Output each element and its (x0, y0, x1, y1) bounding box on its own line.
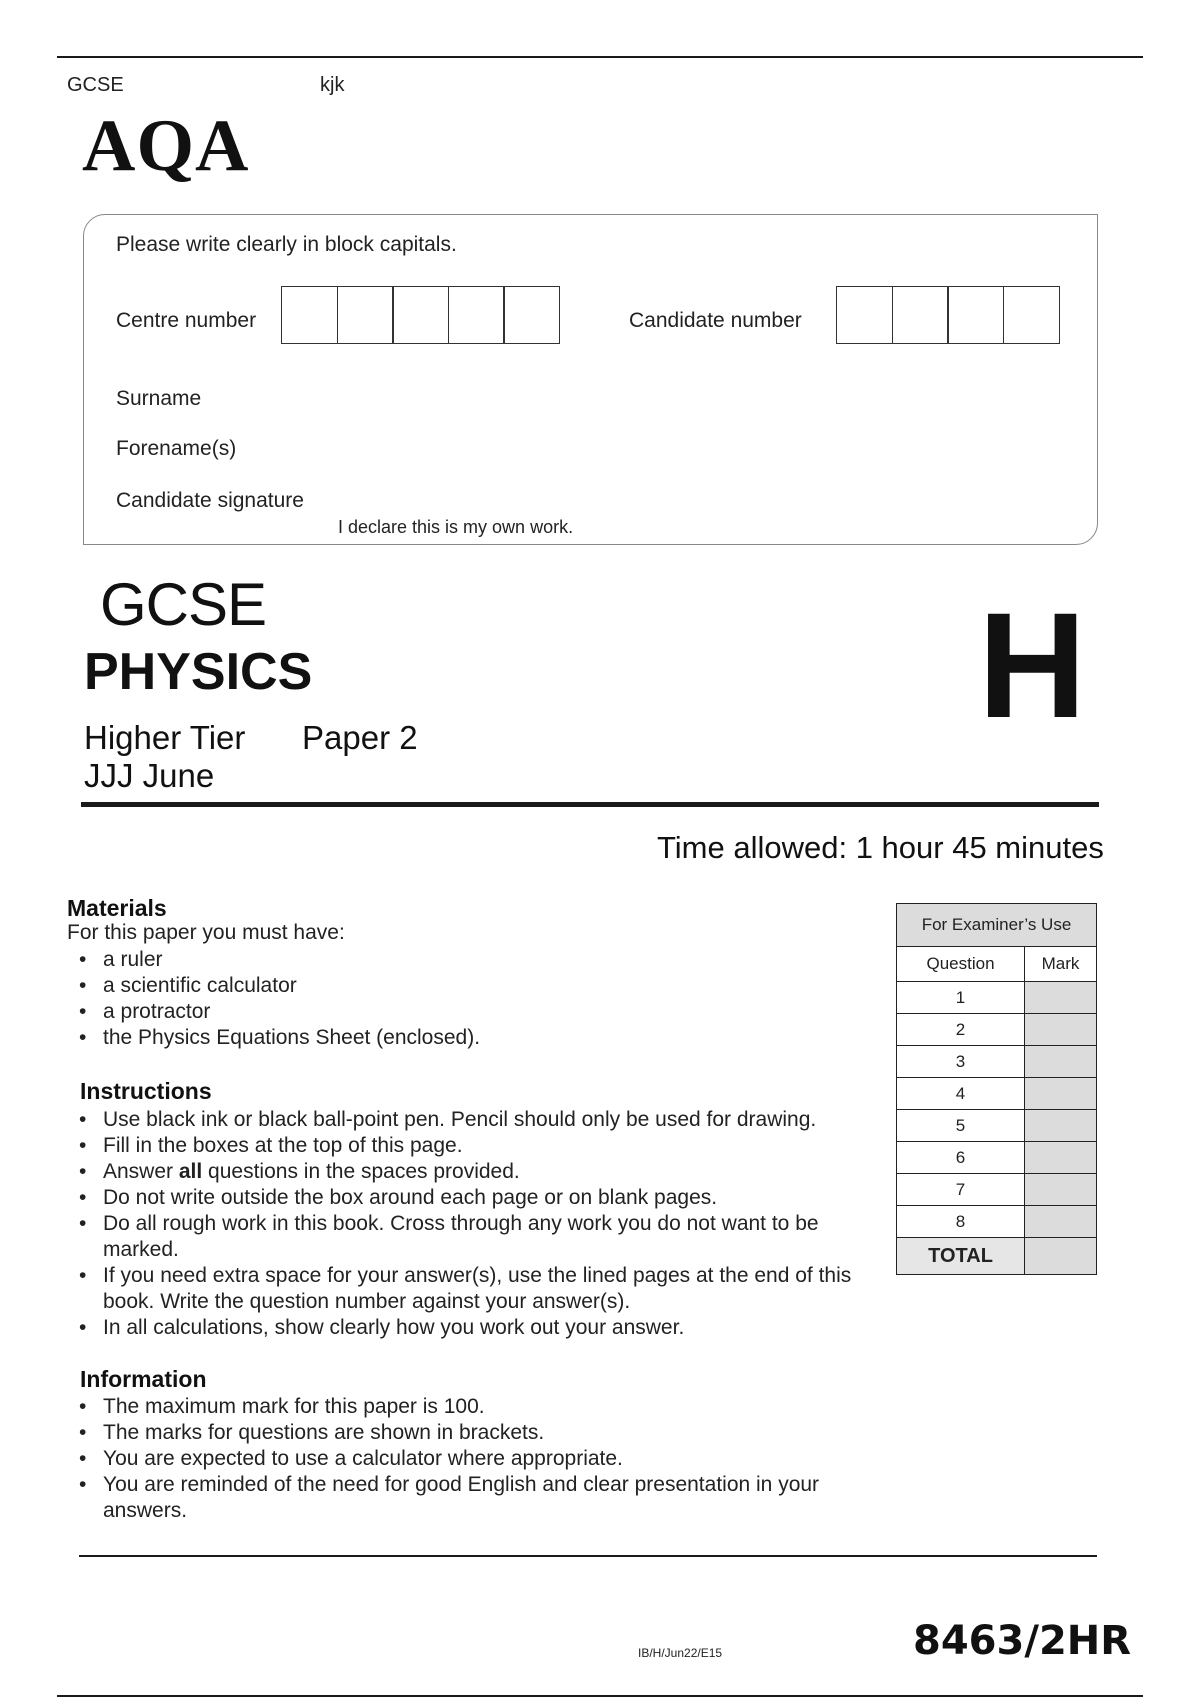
materials-list (67, 947, 827, 1051)
table-row (897, 1014, 1097, 1046)
table-row (897, 1110, 1097, 1142)
mark-cell (1025, 982, 1097, 1014)
list-item: • If you need extra space for your answer(s), use the lined pages at the end of this book. Write the question number against your answer(s). (67, 1263, 863, 1315)
list-item: • You are expected to use a calculator where appropriate. (67, 1446, 857, 1472)
information-list (67, 1394, 857, 1524)
mark-cell (1025, 1014, 1097, 1046)
mark-cell (1025, 1142, 1097, 1174)
question-number: 4 (897, 1078, 1025, 1110)
declaration-text: I declare this is my own work. (338, 517, 574, 537)
instructions-list (67, 1107, 867, 1341)
block-capitals-instruction: Please write clearly in block capitals. (116, 233, 457, 256)
table-row (897, 1046, 1097, 1078)
mark-cell (1025, 1046, 1097, 1078)
list-item: • Do all rough work in this book. Cross through any work you do not want to be marked. (67, 1211, 838, 1263)
header-stamp: kjk (320, 74, 345, 96)
centre-number-boxes[interactable] (281, 286, 560, 344)
instructions-heading: Instructions (80, 1078, 212, 1104)
list-item: • The marks for questions are shown in brackets. (67, 1420, 857, 1446)
question-number: 2 (897, 1014, 1025, 1046)
total-row (897, 1238, 1097, 1275)
candidate-number-digit-box[interactable] (1003, 286, 1060, 344)
list-item: • Do not write outside the box around each page or on blank pages. (67, 1185, 867, 1211)
materials-heading: Materials (67, 895, 167, 921)
centre-number-digit-box[interactable] (337, 286, 394, 344)
mark-column-header: Mark (1025, 947, 1097, 982)
emphasis-all: all (178, 1160, 203, 1183)
list-item: • a ruler (67, 947, 827, 973)
question-number: 1 (897, 982, 1025, 1014)
signature-label: Candidate signature (116, 489, 304, 512)
top-rule (57, 56, 1143, 58)
list-item: • a scientific calculator (67, 973, 827, 999)
question-number: 3 (897, 1046, 1025, 1078)
list-item: • Use black ink or black ball-point pen. Pencil should only be used for drawing. (67, 1107, 867, 1133)
mark-cell (1025, 1206, 1097, 1238)
candidate-number-digit-box[interactable] (947, 286, 1004, 344)
surname-label: Surname (116, 387, 202, 410)
question-number: 5 (897, 1110, 1025, 1142)
candidate-number-boxes[interactable] (836, 286, 1060, 344)
candidate-number-digit-box[interactable] (892, 286, 949, 344)
centre-number-digit-box[interactable] (281, 286, 338, 344)
total-label: TOTAL (897, 1238, 1025, 1275)
information-heading: Information (80, 1366, 207, 1392)
mark-cell (1025, 1110, 1097, 1142)
forenames-field[interactable] (314, 429, 1054, 463)
list-item: • In all calculations, show clearly how you work out your answer. (67, 1315, 867, 1341)
footer-rule (79, 1555, 1097, 1557)
table-row (897, 982, 1097, 1014)
tier-letter: H (978, 581, 1087, 749)
table-row (897, 1206, 1097, 1238)
signature-field[interactable] (414, 481, 1054, 511)
candidate-details-panel (83, 214, 1098, 545)
centre-number-digit-box[interactable] (503, 286, 560, 344)
aqa-logo: AQA (82, 105, 250, 187)
table-row (897, 1078, 1097, 1110)
bottom-rule (57, 1695, 1143, 1697)
qualification-title: GCSE (100, 571, 267, 638)
examiners-use-title: For Examiner’s Use (897, 904, 1097, 947)
table-row (897, 1142, 1097, 1174)
tier-label: Higher Tier (84, 719, 246, 756)
mark-cell (1025, 1174, 1097, 1206)
candidate-number-label: Candidate number (629, 309, 802, 332)
centre-number-digit-box[interactable] (448, 286, 505, 344)
candidate-number-digit-box[interactable] (836, 286, 893, 344)
session-label: JJJ June (84, 757, 215, 794)
list-item: • a protractor (67, 999, 827, 1025)
list-item: • the Physics Equations Sheet (enclosed). (67, 1025, 827, 1051)
question-number: 8 (897, 1206, 1025, 1238)
table-row (897, 1174, 1097, 1206)
centre-number-label: Centre number (116, 309, 257, 332)
mark-cell (1025, 1078, 1097, 1110)
list-item: • Fill in the boxes at the top of this page. (67, 1133, 867, 1159)
subject-title: PHYSICS (84, 643, 313, 701)
paper-code: 8463/2HR (913, 1618, 1132, 1664)
question-number: 6 (897, 1142, 1025, 1174)
list-item: • The maximum mark for this paper is 100. (67, 1394, 857, 1420)
paper-reference: IB/H/Jun22/E15 (638, 1646, 723, 1660)
examiners-use-table (896, 903, 1097, 1275)
surname-field[interactable] (314, 379, 1054, 413)
total-mark-cell (1025, 1238, 1097, 1275)
title-rule (81, 802, 1099, 807)
question-column-header: Question (897, 947, 1025, 982)
list-item: • You are reminded of the need for good English and clear presentation in your answers. (67, 1472, 833, 1524)
materials-intro: For this paper you must have: (67, 921, 345, 944)
forenames-label: Forename(s) (116, 437, 237, 460)
header-gcse-tag: GCSE (67, 74, 124, 96)
list-item: • Answer all questions in the spaces provided. (67, 1159, 867, 1185)
centre-number-digit-box[interactable] (392, 286, 449, 344)
question-number: 7 (897, 1174, 1025, 1206)
paper-label: Paper 2 (302, 719, 418, 756)
time-allowed: Time allowed: 1 hour 45 minutes (657, 830, 1104, 865)
